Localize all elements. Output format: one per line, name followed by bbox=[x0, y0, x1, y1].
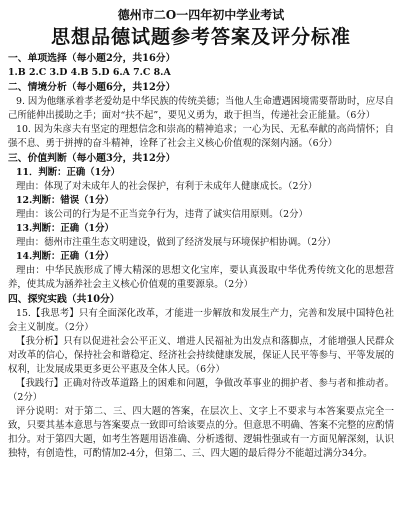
answer-15-analyze: 【我分析】只有以促进社会公平正义、增进人民福祉为出发点和落脚点，才能增强人民群众对改革的信心，保持社会和谐稳定、经济社会持续健康发展，保证人民平等参与、平等发展的权利，让发展成果更多更公平惠及全体人民。（6分） bbox=[8, 336, 394, 375]
answer-13-reason: 理由：德州市注重生态文明建设，做到了经济发展与环境保护相协调。（2分） bbox=[16, 237, 337, 248]
answer-10: 10. 因为朱彦夫有坚定的理想信念和崇高的精神追求；一心为民、无私奉献的高尚情怀；自强不息、勇于拼搏的奋斗精神，诠释了社会主义核心价值观的深刻内涵。（6分） bbox=[8, 124, 394, 149]
exam-header: 德州市二O一四年初中学业考试 bbox=[117, 8, 285, 22]
answer-11-judgment: 11．判断：正确（1分） bbox=[16, 167, 120, 178]
answer-13-judgment: 13.判断：正确（1分） bbox=[16, 223, 114, 234]
answer-14-judgment: 14.判断：正确（1分） bbox=[16, 251, 114, 262]
answer-14-reason: 理由：中华民族形成了博大精深的思想文化宝库，要认真汲取中华优秀传统文化的思想营养，使其成为涵养社会主义核心价值观的重要源泉。（2分） bbox=[8, 265, 394, 290]
answer-12-judgment: 12.判断：错误（1分） bbox=[16, 195, 114, 206]
answer-15-think: 15.【我思考】只有全面深化改革，才能进一步解放和发展生产力，完善和发展中国特色社会主义制度。（2分） bbox=[8, 308, 394, 333]
scoring-note: 评分说明：对于第二、三、四大题的答案，在层次上、文字上不要求与本答案要点完全一致，只要其基本意思与答案要点一致即可给该要点的分。但意思不明确、答案不完整的应酌情扣分。对于第四大题，如考生答题用语准确、分析透彻、逻辑性强或有一方面见解深刻，认识独特，有创造性，可酌情加2-4分，但第二、三、四大题的最后得分不能超过满分34分。 bbox=[8, 406, 394, 459]
answer-12-reason: 理由：该公司的行为是不正当竞争行为，违背了诚实信用原则。（2分） bbox=[16, 209, 308, 220]
section-2-heading: 二、情境分析（每小题6分，共12分） bbox=[8, 82, 176, 93]
section-1-heading: 一、单项选择（每小题2分，共16分） bbox=[8, 53, 176, 64]
answer-9: 9. 因为他继承着孝老爱幼是中华民族的传统美德；当他人生命遭遇困境需要帮助时，应尽自己所能伸出援助之手；面对“扶不起”，要见义勇为，敢于担当，传递社会正能量。（6分） bbox=[8, 96, 394, 121]
section-3-heading: 三、价值判断（每小题3分，共12分） bbox=[8, 153, 176, 164]
section-4-heading: 四、探究实践（共10分） bbox=[8, 294, 120, 305]
page-title: 思想品德试题参考答案及评分标准 bbox=[50, 26, 351, 48]
answer-15-practice: 【我践行】正确对待改革道路上的困难和问题，争做改革事业的拥护者、参与者和推动者。（2分） bbox=[8, 378, 394, 403]
answer-11-reason: 理由：体现了对未成年人的社会保护，有利于未成年人健康成长。（2分） bbox=[16, 181, 318, 192]
multiple-choice-answers: 1.B 2.C 3.D 4.B 5.D 6.A 7.C 8.A bbox=[8, 67, 171, 78]
